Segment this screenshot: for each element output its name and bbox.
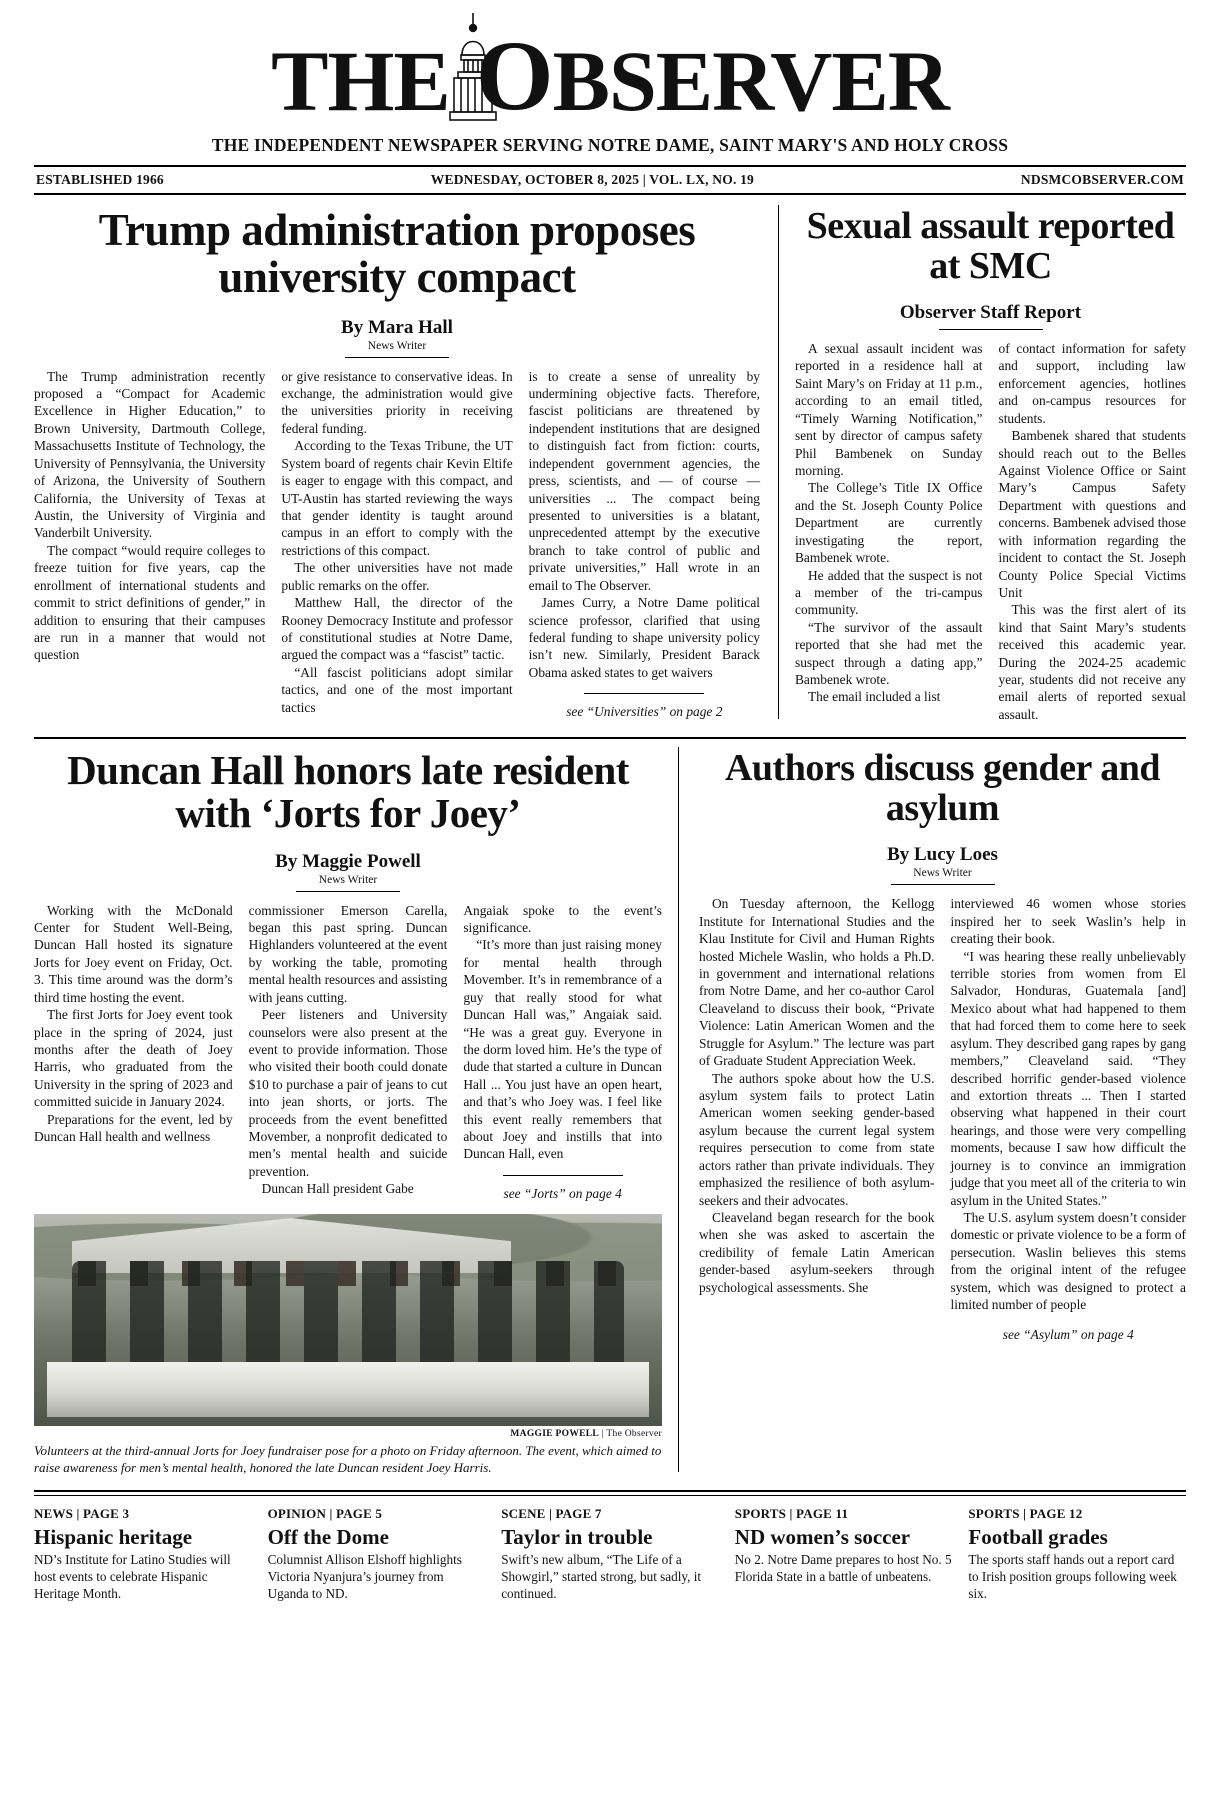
paragraph: “All fascist politicians adopt similar tactics, and one of the most important tactics — [281, 664, 513, 715]
byline-rule — [939, 329, 1043, 330]
teaser-item-news[interactable] — [34, 1506, 252, 1603]
masthead — [34, 20, 1186, 156]
byline-name: By Maggie Powell — [275, 850, 421, 872]
middle-section — [34, 743, 1186, 1476]
masthead-title — [34, 20, 1186, 131]
teaser-kicker: SPORTS | PAGE 11 — [734, 1506, 849, 1522]
masthead-title-rest: BSERVER — [552, 33, 949, 130]
paragraph: The first Jorts for Joey event took place in the spring of 2024, just months after the death of Joey Harris, who graduated from the University in the spring of 2023 and committed suicide in January 2024. — [34, 1007, 233, 1110]
byline-role: News Writer — [913, 867, 972, 880]
paragraph: “It’s more than just raising money for mental health through Movember. It’s in remembrance of a guy that really stood for what Duncan Hall was,” Angaiak said. “He was a great guy. Everyone in the dorm loved him. He’s the type of dude that started a culture in Duncan Hall ... You just have an open heart, and that’s who Joey was. I feel like this event really remembers that about Joey and instills that into Duncan Hall, even — [463, 937, 663, 1162]
headline-authors-asylum: Authors discuss gender and asylum — [724, 747, 1161, 829]
story-column-1 — [795, 340, 983, 723]
paragraph: of contact information for safety and support, including law enforcement agencies, hotlines and on-campus resources for students. — [998, 341, 1186, 426]
teaser-title: Taylor in trouble — [501, 1525, 653, 1550]
paragraph: The U.S. asylum system doesn’t consider domestic or private violence to be a form of persecution. Waslin believes this stems from the original intent of the refugee system, which was designed to protect a limited number of people — [950, 1209, 1186, 1313]
jump-rule — [503, 1175, 623, 1176]
paragraph: The Trump administration recently proposed a “Compact for Academic Excellence in Higher Education,” to Brown University, Dartmouth College, Massachusetts Institute of Technology, the University of Pennsylvania, the University of Arizona, the University of Southern California, the University of Texas at Austin, the University of Virginia and Vanderbilt University. — [34, 368, 266, 541]
paragraph: He added that the suspect is not a member of the tri-campus community. — [795, 567, 983, 618]
story-duncan-hall[interactable] — [34, 743, 674, 1476]
masthead-rule-bottom — [34, 193, 1186, 195]
paragraph: According to the Texas Tribune, the UT System board of regents chair Kevin Eltife is eager to engage with this compact, and UT-Austin has started reviewing the ways that gender identity is taught around campus in an effort to comply with the restrictions of this compact. — [281, 438, 513, 558]
story-column-1 — [699, 895, 935, 1343]
teaser-title: Football grades — [968, 1525, 1108, 1550]
teaser-title: ND women’s soccer — [734, 1525, 911, 1550]
story-trump-compact[interactable] — [34, 201, 774, 723]
paragraph: Preparations for the event, led by Duncan Hall health and wellness — [34, 1111, 233, 1145]
byline-role: News Writer — [318, 873, 378, 886]
website-label[interactable]: NDSMCOBSERVER.COM — [1020, 172, 1184, 187]
teaser-kicker: NEWS | PAGE 3 — [34, 1506, 130, 1522]
story-column-3 — [529, 368, 760, 721]
jump-line-asylum[interactable]: see “Asylum” on page 4 — [1002, 1327, 1134, 1343]
story-column-1 — [34, 902, 233, 1202]
paragraph: interviewed 46 women whose stories inspired her to seek Waslin’s help in creating their book. — [950, 896, 1186, 947]
paragraph: “The survivor of the assault reported that she had met the suspect through a dating app,” Bambenek wrote. — [795, 619, 983, 688]
paragraph: or give resistance to conservative ideas. In exchange, the administration would give the universities priority in receiving federal funding. — [281, 368, 513, 436]
byline-rule — [345, 357, 449, 358]
paragraph: On Tuesday afternoon, the Kellogg Institute for International Studies and the Klau Institute for Civil and Human Rights hosted Michele Waslin, who holds a Ph.D. in government and international relations from Notre Dame, and her co-author Carol Cleaveland to discuss their book, “Private Violence: Latin American Women and the Struggle for Asylum.” The lecture was part of Graduate Student Appreciation Week. — [699, 896, 935, 1069]
paragraph: Bambenek shared that students should reach out to the Belles Against Violence Office or Saint Mary’s Campus Safety Department with questions and concerns. Bambenek advised those with information regarding the incident to contact the St. Joseph County Police Special Victims Unit — [998, 428, 1186, 600]
story-body-asylum — [699, 895, 1186, 1343]
teaser-title: Hispanic heritage — [34, 1525, 193, 1550]
story-column-2 — [999, 340, 1187, 723]
photo-credit-outlet: | The Observer — [601, 1428, 662, 1439]
story-sexual-assault-smc[interactable] — [789, 201, 1186, 723]
masthead-infobar — [34, 167, 1186, 193]
top-section — [34, 201, 1186, 723]
paragraph: The compact “would require colleges to freeze tuition for five years, cap the enrollment of international students and commit to strict definitions of gender,” in addition to ensuring that their campuses are run in a manner that would not question — [34, 542, 266, 663]
masthead-title-the: THE — [271, 33, 450, 130]
teaser-kicker: SCENE | PAGE 7 — [501, 1506, 602, 1522]
jump-rule — [584, 693, 704, 694]
paragraph: James Curry, a Notre Dame political science professor, clarified that using federal funding to shape university policy isn’t new. Similarly, President Barack Obama asked states to get waivers — [528, 595, 760, 680]
teaser-bar — [34, 1490, 1186, 1603]
story-column-3 — [463, 902, 662, 1202]
photo-credit-name: MAGGIE POWELL — [510, 1428, 600, 1439]
paragraph: commissioner Emerson Carella, began this past spring. Duncan Highlanders volunteered at the event by working the table, promoting mental health resources and assisting with jeans cutting. — [248, 902, 448, 1005]
story-body-duncan — [34, 902, 662, 1202]
byline-asylum — [699, 844, 1186, 885]
teaser-title: Off the Dome — [267, 1525, 389, 1550]
jump-line-universities[interactable]: see “Universities” on page 2 — [566, 704, 723, 720]
byline-role: News Writer — [367, 339, 427, 352]
byline-trump-compact — [34, 317, 760, 358]
story-column-2 — [249, 902, 448, 1202]
headline-duncan-hall: Duncan Hall honors late resident with ‘Jorts for Joey’ — [67, 747, 629, 836]
photo-caption: Volunteers at the third-annual Jorts for Joey fundraiser pose for a photo on Friday afternoon. The event, which aimed to raise awareness for men’s mental health, honored the late Duncan resident Joey Harris. — [34, 1442, 662, 1475]
paragraph: Working with the McDonald Center for Student Well-Being, Duncan Hall hosted its signature Jorts for Joey event on Friday, Oct. 3. This time around was the dorm’s third time hosting the event. — [34, 902, 233, 1005]
teaser-item-scene[interactable] — [501, 1506, 719, 1603]
byline-name: By Lucy Loes — [887, 844, 998, 866]
photo-group-volunteers — [72, 1261, 625, 1367]
byline-rule — [891, 884, 995, 885]
photo-image — [34, 1214, 662, 1426]
teaser-list — [34, 1506, 1186, 1603]
photo-jorts-for-joey — [34, 1214, 662, 1476]
paragraph: The authors spoke about how the U.S. asylum system fails to protect Latin American women seeking gender-based asylum because the current legal system requires persecution to come from state actors rather than private individuals. They emphasized the resilience of both asylum-seekers and their advocates. — [699, 1070, 935, 1208]
story-body-smc — [795, 340, 1186, 723]
teaser-description: The sports staff hands out a report card to Irish position groups following week six. — [968, 1552, 1177, 1601]
paragraph: is to create a sense of unreality by undermining objective facts. Therefore, fascist politicians are threatened by independent institutions that are designed to distinguish fact from fiction: courts, independent government agencies, the press, scientists, and — of course — universities ... The compact being presented to universities is a blatant, unprecedented attempt by the executive branch to take control of public and private universities,” Hall wrote in an email to The Observer. — [528, 368, 760, 593]
paragraph: This was the first alert of its kind that Saint Mary’s students received this academic year. During the 2024-25 academic year, students did not receive any email alerts of reported sexual assault. — [998, 602, 1186, 722]
teaser-item-opinion[interactable] — [268, 1506, 486, 1603]
paragraph: Peer listeners and University counselors were also present at the event to provide information. Those who visited their booth could donate $10 to purchase a pair of jeans to cut into jean shorts, or jorts. The proceeds from the event benefitted Movember, a nonprofit dedicated to men’s mental health and suicide prevention. — [248, 1007, 448, 1179]
story-column-2 — [281, 368, 512, 721]
teaser-description: Columnist Allison Elshoff highlights Victoria Nyanjura’s journey from Uganda to ND. — [267, 1552, 462, 1601]
paragraph: A sexual assault incident was reported in a residence hall at Saint Mary’s on Friday at 11 p.m., according to an email titled, “Timely Warning Notification,” sent by director of campus safety Phil Bambenek on Sunday morning. — [795, 341, 983, 478]
teaser-description: No 2. Notre Dame prepares to host No. 5 Florida State in a battle of unbeatens. — [734, 1552, 952, 1585]
photo-table — [47, 1362, 650, 1417]
teaser-rule-top-thin — [34, 1495, 1186, 1496]
paragraph: The College’s Title IX Office and the St. Joseph County Police Department are currently investigating the report, Bambenek wrote. — [795, 480, 983, 566]
byline-duncan — [34, 851, 662, 892]
story-column-2 — [951, 895, 1187, 1343]
paragraph: The other universities have not made public remarks on the offer. — [281, 560, 513, 593]
teaser-description: ND’s Institute for Latino Studies will host events to celebrate Hispanic Heritage Month. — [34, 1552, 231, 1601]
paragraph: “I was hearing these really unbelievably terrible stories from women from El Salvador, Honduras, Guatemala [and] Mexico about what had happened to them that had forced them to come here to seek asylum. They described gang rapes by gang members,” Cleaveland said. “They described horrific gender-based violence and extortion threats ... Then I started observing what happened in their court hearings, and those were very compelling moments, because I saw how difficult the journey is to convince an immigration judge that you meet all of the criteria to win asylum in the United States.” — [950, 948, 1186, 1208]
paragraph: The email included a list — [808, 689, 941, 705]
story-column-1 — [34, 368, 265, 721]
story-authors-asylum[interactable] — [689, 743, 1186, 1476]
byline-name: By Mara Hall — [341, 316, 453, 338]
byline-name: Observer Staff Report — [899, 302, 1082, 324]
headline-sexual-assault: Sexual assault reported at SMC — [806, 205, 1175, 287]
teaser-item-sports-football[interactable] — [968, 1506, 1186, 1603]
byline-rule — [296, 891, 400, 892]
jump-line-jorts[interactable]: see “Jorts” on page 4 — [503, 1185, 622, 1201]
teaser-kicker: OPINION | PAGE 5 — [267, 1506, 383, 1522]
masthead-tagline: THE INDEPENDENT NEWSPAPER SERVING NOTRE DAME, SAINT MARY'S AND HOLY CROSS — [211, 135, 1009, 155]
masthead-title-o: O — [475, 20, 553, 131]
headline-trump-compact: Trump administration proposes university compact — [98, 205, 696, 302]
photo-credit — [34, 1429, 662, 1439]
byline-smc — [795, 302, 1186, 330]
paragraph: Matthew Hall, the director of the Rooney Democracy Institute and professor of constitutional studies at Notre Dame, argued the compact was a “fascist” tactic. — [281, 595, 513, 663]
paragraph: Angaiak spoke to the event’s significance. — [463, 902, 663, 935]
teaser-kicker: SPORTS | PAGE 12 — [968, 1506, 1083, 1522]
paragraph: Cleaveland began research for the book when she was asked to ascertain the credibility of female Latin American gender-based asylum-seekers through psychological assessments. She — [699, 1209, 935, 1295]
column-divider — [678, 747, 679, 1472]
story-body-trump — [34, 368, 760, 721]
teaser-description: Swift’s new album, “The Life of a Showgirl,” started strong, but sadly, it continued. — [501, 1552, 702, 1601]
teaser-item-sports-soccer[interactable] — [735, 1506, 953, 1603]
section-divider-middle — [34, 737, 1186, 739]
column-divider — [778, 205, 779, 719]
established-label: ESTABLISHED 1966 — [36, 172, 164, 187]
paragraph: Duncan Hall president Gabe — [261, 1181, 414, 1197]
dateline-label: WEDNESDAY, OCTOBER 8, 2025 | VOL. LX, NO. 19 — [430, 172, 754, 187]
